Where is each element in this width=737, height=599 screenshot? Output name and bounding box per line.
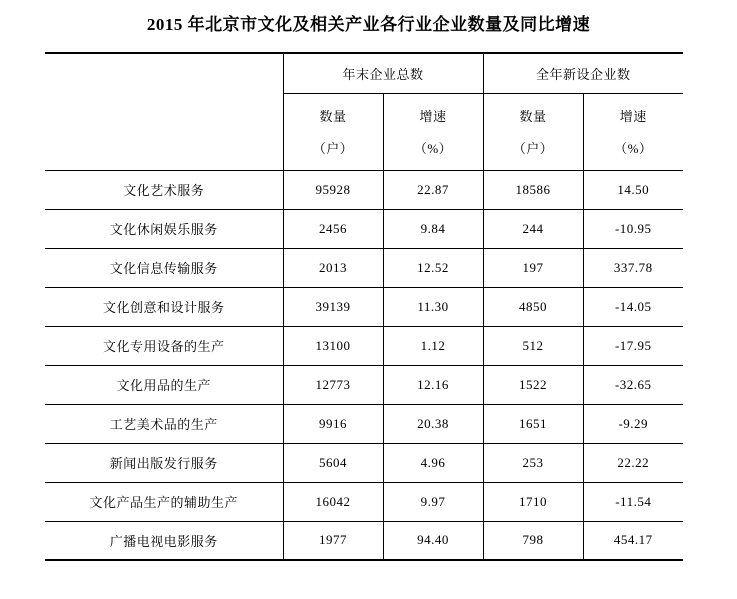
new-count-cell: 512 bbox=[483, 326, 583, 365]
table-row bbox=[45, 482, 683, 521]
new-growth-cell: 14.50 bbox=[583, 170, 683, 209]
subheader-new-count bbox=[483, 93, 583, 170]
industry-cell: 文化艺术服务 bbox=[45, 170, 283, 209]
new-growth-cell: -9.29 bbox=[583, 404, 683, 443]
industry-cell: 文化专用设备的生产 bbox=[45, 326, 283, 365]
statistics-table bbox=[45, 52, 683, 561]
industry-cell: 文化信息传输服务 bbox=[45, 248, 283, 287]
industry-cell: 广播电视电影服务 bbox=[45, 521, 283, 560]
new-count-cell: 197 bbox=[483, 248, 583, 287]
subheader-unit: （户） bbox=[312, 140, 354, 156]
yearend-count-cell: 39139 bbox=[283, 287, 383, 326]
subheader-unit: （户） bbox=[512, 140, 554, 156]
subheader-new-growth bbox=[583, 93, 683, 170]
table-row bbox=[45, 170, 683, 209]
group-header-yearend: 年末企业总数 bbox=[283, 53, 483, 93]
yearend-growth-cell: 1.12 bbox=[383, 326, 483, 365]
subheader-unit: （%） bbox=[413, 140, 453, 156]
yearend-growth-cell: 22.87 bbox=[383, 170, 483, 209]
yearend-growth-cell: 12.16 bbox=[383, 365, 483, 404]
table-row bbox=[45, 365, 683, 404]
industry-cell: 文化休闲娱乐服务 bbox=[45, 209, 283, 248]
subheader-unit: （%） bbox=[614, 140, 653, 156]
new-count-cell: 1710 bbox=[483, 482, 583, 521]
new-count-cell: 1651 bbox=[483, 404, 583, 443]
corner-cell bbox=[45, 53, 283, 170]
new-count-cell: 4850 bbox=[483, 287, 583, 326]
industry-cell: 文化产品生产的辅助生产 bbox=[45, 482, 283, 521]
yearend-growth-cell: 20.38 bbox=[383, 404, 483, 443]
header-group-row bbox=[45, 53, 683, 93]
new-growth-cell: -10.95 bbox=[583, 209, 683, 248]
yearend-count-cell: 9916 bbox=[283, 404, 383, 443]
new-growth-cell: -11.54 bbox=[583, 482, 683, 521]
new-growth-cell: -14.05 bbox=[583, 287, 683, 326]
industry-cell: 新闻出版发行服务 bbox=[45, 443, 283, 482]
yearend-count-cell: 95928 bbox=[283, 170, 383, 209]
new-growth-cell: -32.65 bbox=[583, 365, 683, 404]
industry-cell: 文化创意和设计服务 bbox=[45, 287, 283, 326]
new-count-cell: 253 bbox=[483, 443, 583, 482]
yearend-growth-cell: 11.30 bbox=[383, 287, 483, 326]
subheader-yearend-growth bbox=[383, 93, 483, 170]
subheader-yearend-count bbox=[283, 93, 383, 170]
yearend-count-cell: 1977 bbox=[283, 521, 383, 560]
yearend-count-cell: 5604 bbox=[283, 443, 383, 482]
table-row bbox=[45, 404, 683, 443]
yearend-growth-cell: 12.52 bbox=[383, 248, 483, 287]
subheader-label: 数量 bbox=[319, 109, 347, 125]
table-row bbox=[45, 443, 683, 482]
yearend-growth-cell: 9.84 bbox=[383, 209, 483, 248]
subheader-label: 数量 bbox=[519, 109, 547, 125]
new-growth-cell: 337.78 bbox=[583, 248, 683, 287]
table-row bbox=[45, 326, 683, 365]
yearend-count-cell: 12773 bbox=[283, 365, 383, 404]
page-title: 2015 年北京市文化及相关产业各行业企业数量及同比增速 bbox=[146, 15, 591, 34]
yearend-growth-cell: 9.97 bbox=[383, 482, 483, 521]
industry-cell: 文化用品的生产 bbox=[45, 365, 283, 404]
table-row bbox=[45, 287, 683, 326]
industry-cell: 工艺美术品的生产 bbox=[45, 404, 283, 443]
new-count-cell: 798 bbox=[483, 521, 583, 560]
new-growth-cell: -17.95 bbox=[583, 326, 683, 365]
group-header-new: 全年新设企业数 bbox=[483, 53, 683, 93]
table-row bbox=[45, 521, 683, 560]
yearend-count-cell: 13100 bbox=[283, 326, 383, 365]
yearend-count-cell: 2456 bbox=[283, 209, 383, 248]
subheader-label: 增速 bbox=[619, 109, 647, 125]
new-count-cell: 244 bbox=[483, 209, 583, 248]
new-count-cell: 1522 bbox=[483, 365, 583, 404]
new-count-cell: 18586 bbox=[483, 170, 583, 209]
subheader-label: 增速 bbox=[419, 109, 447, 125]
table-row bbox=[45, 209, 683, 248]
table-row bbox=[45, 248, 683, 287]
new-growth-cell: 22.22 bbox=[583, 443, 683, 482]
new-growth-cell: 454.17 bbox=[583, 521, 683, 560]
yearend-growth-cell: 4.96 bbox=[383, 443, 483, 482]
yearend-count-cell: 16042 bbox=[283, 482, 383, 521]
yearend-count-cell: 2013 bbox=[283, 248, 383, 287]
yearend-growth-cell: 94.40 bbox=[383, 521, 483, 560]
